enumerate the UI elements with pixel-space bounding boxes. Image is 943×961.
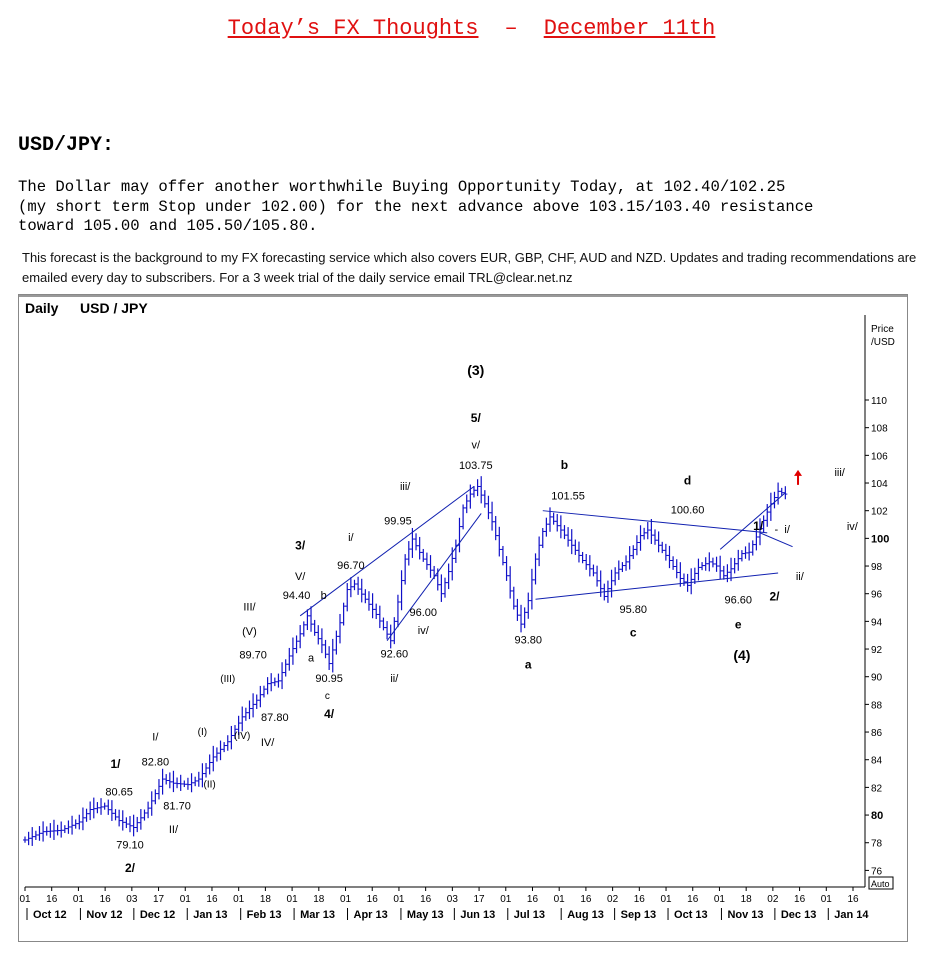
symbol-label: USD / JPY xyxy=(80,300,148,316)
wave-label: 87.80 xyxy=(261,711,289,724)
y-axis-title: /USD xyxy=(871,337,895,348)
wave-label: 99.95 xyxy=(384,515,412,528)
up-arrow-head-icon xyxy=(794,470,802,476)
y-tick-label: 100 xyxy=(871,533,890,546)
frame-top-border xyxy=(19,295,907,297)
wave-label: V/ xyxy=(294,570,306,583)
x-month-label: Jul 13 xyxy=(513,909,545,921)
x-day-label: 01 xyxy=(820,894,832,905)
plot-area xyxy=(23,470,802,846)
x-day-label: 16 xyxy=(580,894,592,905)
wave-label: ii/ xyxy=(795,570,804,583)
y-tick-label: 108 xyxy=(871,423,888,435)
wave-label: a xyxy=(307,652,315,665)
wave-label: 81.70 xyxy=(163,800,191,813)
wave-label: d xyxy=(683,473,692,488)
x-day-label: 16 xyxy=(366,894,378,905)
wave-label: iii/ xyxy=(399,480,411,493)
auto-scale-label: Auto xyxy=(871,879,890,889)
y-tick-label: 86 xyxy=(871,728,883,740)
title-left: Today’s FX Thoughts xyxy=(227,16,479,41)
x-day-label: 16 xyxy=(687,894,699,905)
x-day-label: 16 xyxy=(420,894,432,905)
x-day-label: 02 xyxy=(607,894,619,905)
wave-label: v/ xyxy=(471,439,481,452)
wave-label: a xyxy=(524,657,532,672)
x-day-label: 18 xyxy=(313,894,325,905)
wave-label: (4) xyxy=(733,647,751,664)
y-tick-label: 82 xyxy=(871,783,883,795)
wave-label: 80.65 xyxy=(105,786,133,799)
y-tick-label: 106 xyxy=(871,451,888,463)
x-day-label: 01 xyxy=(500,894,512,905)
x-day-label: 01 xyxy=(72,894,84,905)
wave-label: 96.00 xyxy=(409,606,438,619)
wave-label: ii/ xyxy=(390,673,399,686)
wave-label: 96.70 xyxy=(337,559,365,572)
x-month-label: Nov 13 xyxy=(727,909,764,921)
commentary xyxy=(18,178,918,237)
x-day-label: 18 xyxy=(740,894,752,905)
x-month-label: Aug 13 xyxy=(567,909,604,921)
wave-label: i/ xyxy=(348,532,354,545)
wave-label: 93.80 xyxy=(514,634,543,647)
x-month-label: Dec 12 xyxy=(139,909,176,921)
x-day-label: 16 xyxy=(794,894,806,905)
wave-label: 103.75 xyxy=(458,460,493,473)
wave-label: 79.10 xyxy=(116,839,144,852)
wave-label: 1/ xyxy=(753,519,764,534)
x-day-label: 01 xyxy=(286,894,298,905)
x-day-label: 01 xyxy=(19,894,31,905)
y-tick-label: 78 xyxy=(871,838,883,850)
x-day-label: 16 xyxy=(526,894,539,905)
wave-label: 2/ xyxy=(769,589,780,604)
wave-label: 90.95 xyxy=(315,673,343,686)
pair-heading: USD/JPY: xyxy=(18,134,115,157)
page-title xyxy=(0,16,943,41)
wave-label: (II) xyxy=(203,779,216,791)
wave-label: I/ xyxy=(152,731,159,744)
y-tick-label: 94 xyxy=(871,617,883,629)
x-day-label: 01 xyxy=(660,894,672,905)
wave-label: iv/ xyxy=(417,624,429,637)
wave-label: 96.60 xyxy=(724,594,753,607)
wave-label: 1/ xyxy=(110,757,121,772)
wave-label: 100.60 xyxy=(670,504,705,517)
x-day-label: 16 xyxy=(847,894,859,905)
wave-label: (III) xyxy=(220,674,236,686)
y-tick-label: 110 xyxy=(871,396,887,408)
wave-label: (V) xyxy=(242,626,257,639)
y-tick-label: 76 xyxy=(871,866,883,878)
x-day-label: 16 xyxy=(46,894,58,905)
x-day-label: 01 xyxy=(553,894,565,905)
x-day-label: 01 xyxy=(713,894,726,905)
x-day-label: 17 xyxy=(473,894,485,905)
wave-label: 3/ xyxy=(295,538,306,553)
x-month-label: Jan 13 xyxy=(193,909,228,921)
chart-frame xyxy=(18,294,908,942)
price-chart xyxy=(19,295,907,941)
wave-label: III/ xyxy=(243,601,256,614)
x-month-label: Sep 13 xyxy=(620,909,657,921)
commentary-line: (my short term Stop under 102.00) for the next advance above 103.15/103.40 resistance xyxy=(18,197,814,216)
x-month-label: Jan 14 xyxy=(834,909,869,921)
y-tick-label: 92 xyxy=(871,645,883,657)
wave-label: e xyxy=(734,617,742,632)
x-day-label: 02 xyxy=(767,894,779,905)
timeframe-label: Daily xyxy=(25,300,59,316)
x-day-label: 01 xyxy=(179,894,191,905)
x-day-label: 16 xyxy=(99,894,111,905)
wave-label: 101.55 xyxy=(551,490,585,503)
wave-label: 92.60 xyxy=(380,648,409,661)
title-right: December 11th xyxy=(543,16,716,41)
x-day-label: 16 xyxy=(206,894,218,905)
y-tick-label: 98 xyxy=(871,562,883,574)
y-tick-label: 84 xyxy=(871,755,883,767)
y-tick-label: 90 xyxy=(871,672,883,684)
x-day-label: 17 xyxy=(152,894,165,905)
y-axis xyxy=(865,315,895,889)
wave-label: (I) xyxy=(197,726,208,738)
x-month-label: Mar 13 xyxy=(300,909,335,921)
x-axis xyxy=(19,887,869,921)
wave-label: b xyxy=(560,458,569,473)
wave-label: IV/ xyxy=(260,736,275,749)
y-axis-title: Price xyxy=(871,324,894,335)
x-day-label: 01 xyxy=(393,894,405,905)
x-month-label: Jun 13 xyxy=(460,909,496,921)
x-month-label: Apr 13 xyxy=(353,909,388,921)
wave-label: c xyxy=(629,625,637,640)
wave-label: i/ xyxy=(784,523,790,536)
wave-label: - xyxy=(774,523,779,536)
wave-annotations xyxy=(105,362,858,875)
x-month-label: Nov 12 xyxy=(86,909,123,921)
wave-label: c xyxy=(324,690,330,702)
x-month-label: Oct 12 xyxy=(33,909,67,921)
wave-label: 5/ xyxy=(470,411,481,426)
x-day-label: 16 xyxy=(633,894,645,905)
x-day-label: 18 xyxy=(259,894,271,905)
x-day-label: 03 xyxy=(446,894,458,905)
wave-label: II/ xyxy=(168,824,179,837)
commentary-line: The Dollar may offer another worthwhile Buying Opportunity Today, at 102.40/102.25 xyxy=(18,178,786,196)
x-month-label: May 13 xyxy=(406,909,444,921)
y-tick-label: 80 xyxy=(871,810,884,823)
wave-label: iii/ xyxy=(834,467,845,480)
wave-label: 4/ xyxy=(324,707,335,722)
wave-label: iv/ xyxy=(846,521,858,534)
title-dash: – xyxy=(504,16,518,41)
wave-label: (3) xyxy=(467,362,485,379)
wave-label: b xyxy=(320,590,327,603)
x-day-label: 01 xyxy=(233,894,245,905)
x-month-label: Feb 13 xyxy=(246,909,282,921)
y-tick-label: 104 xyxy=(871,479,888,491)
x-day-label: 03 xyxy=(126,894,138,905)
y-tick-label: 102 xyxy=(871,506,888,518)
wave-label: 95.80 xyxy=(619,604,648,617)
x-month-label: Oct 13 xyxy=(674,909,708,921)
wave-label: 2/ xyxy=(124,860,136,875)
commentary-line: toward 105.00 and 105.50/105.80. xyxy=(18,217,318,235)
x-month-label: Dec 13 xyxy=(780,909,817,921)
y-tick-label: 88 xyxy=(871,700,883,712)
wave-label: 82.80 xyxy=(141,756,170,769)
x-day-label: 01 xyxy=(339,894,352,905)
service-note: This forecast is the background to my FX forecasting service which also covers EUR, GBP, CHF, AUD and NZD. Updates and trading recommendations are emailed every day to subscribers. For a 3 week trial of the daily service email TRL@clear.net.nz xyxy=(22,250,917,285)
wave-label: (IV) xyxy=(234,730,251,742)
wave-label: 89.70 xyxy=(239,649,267,662)
wave-label: 94.40 xyxy=(282,590,311,603)
y-tick-label: 96 xyxy=(871,589,883,601)
